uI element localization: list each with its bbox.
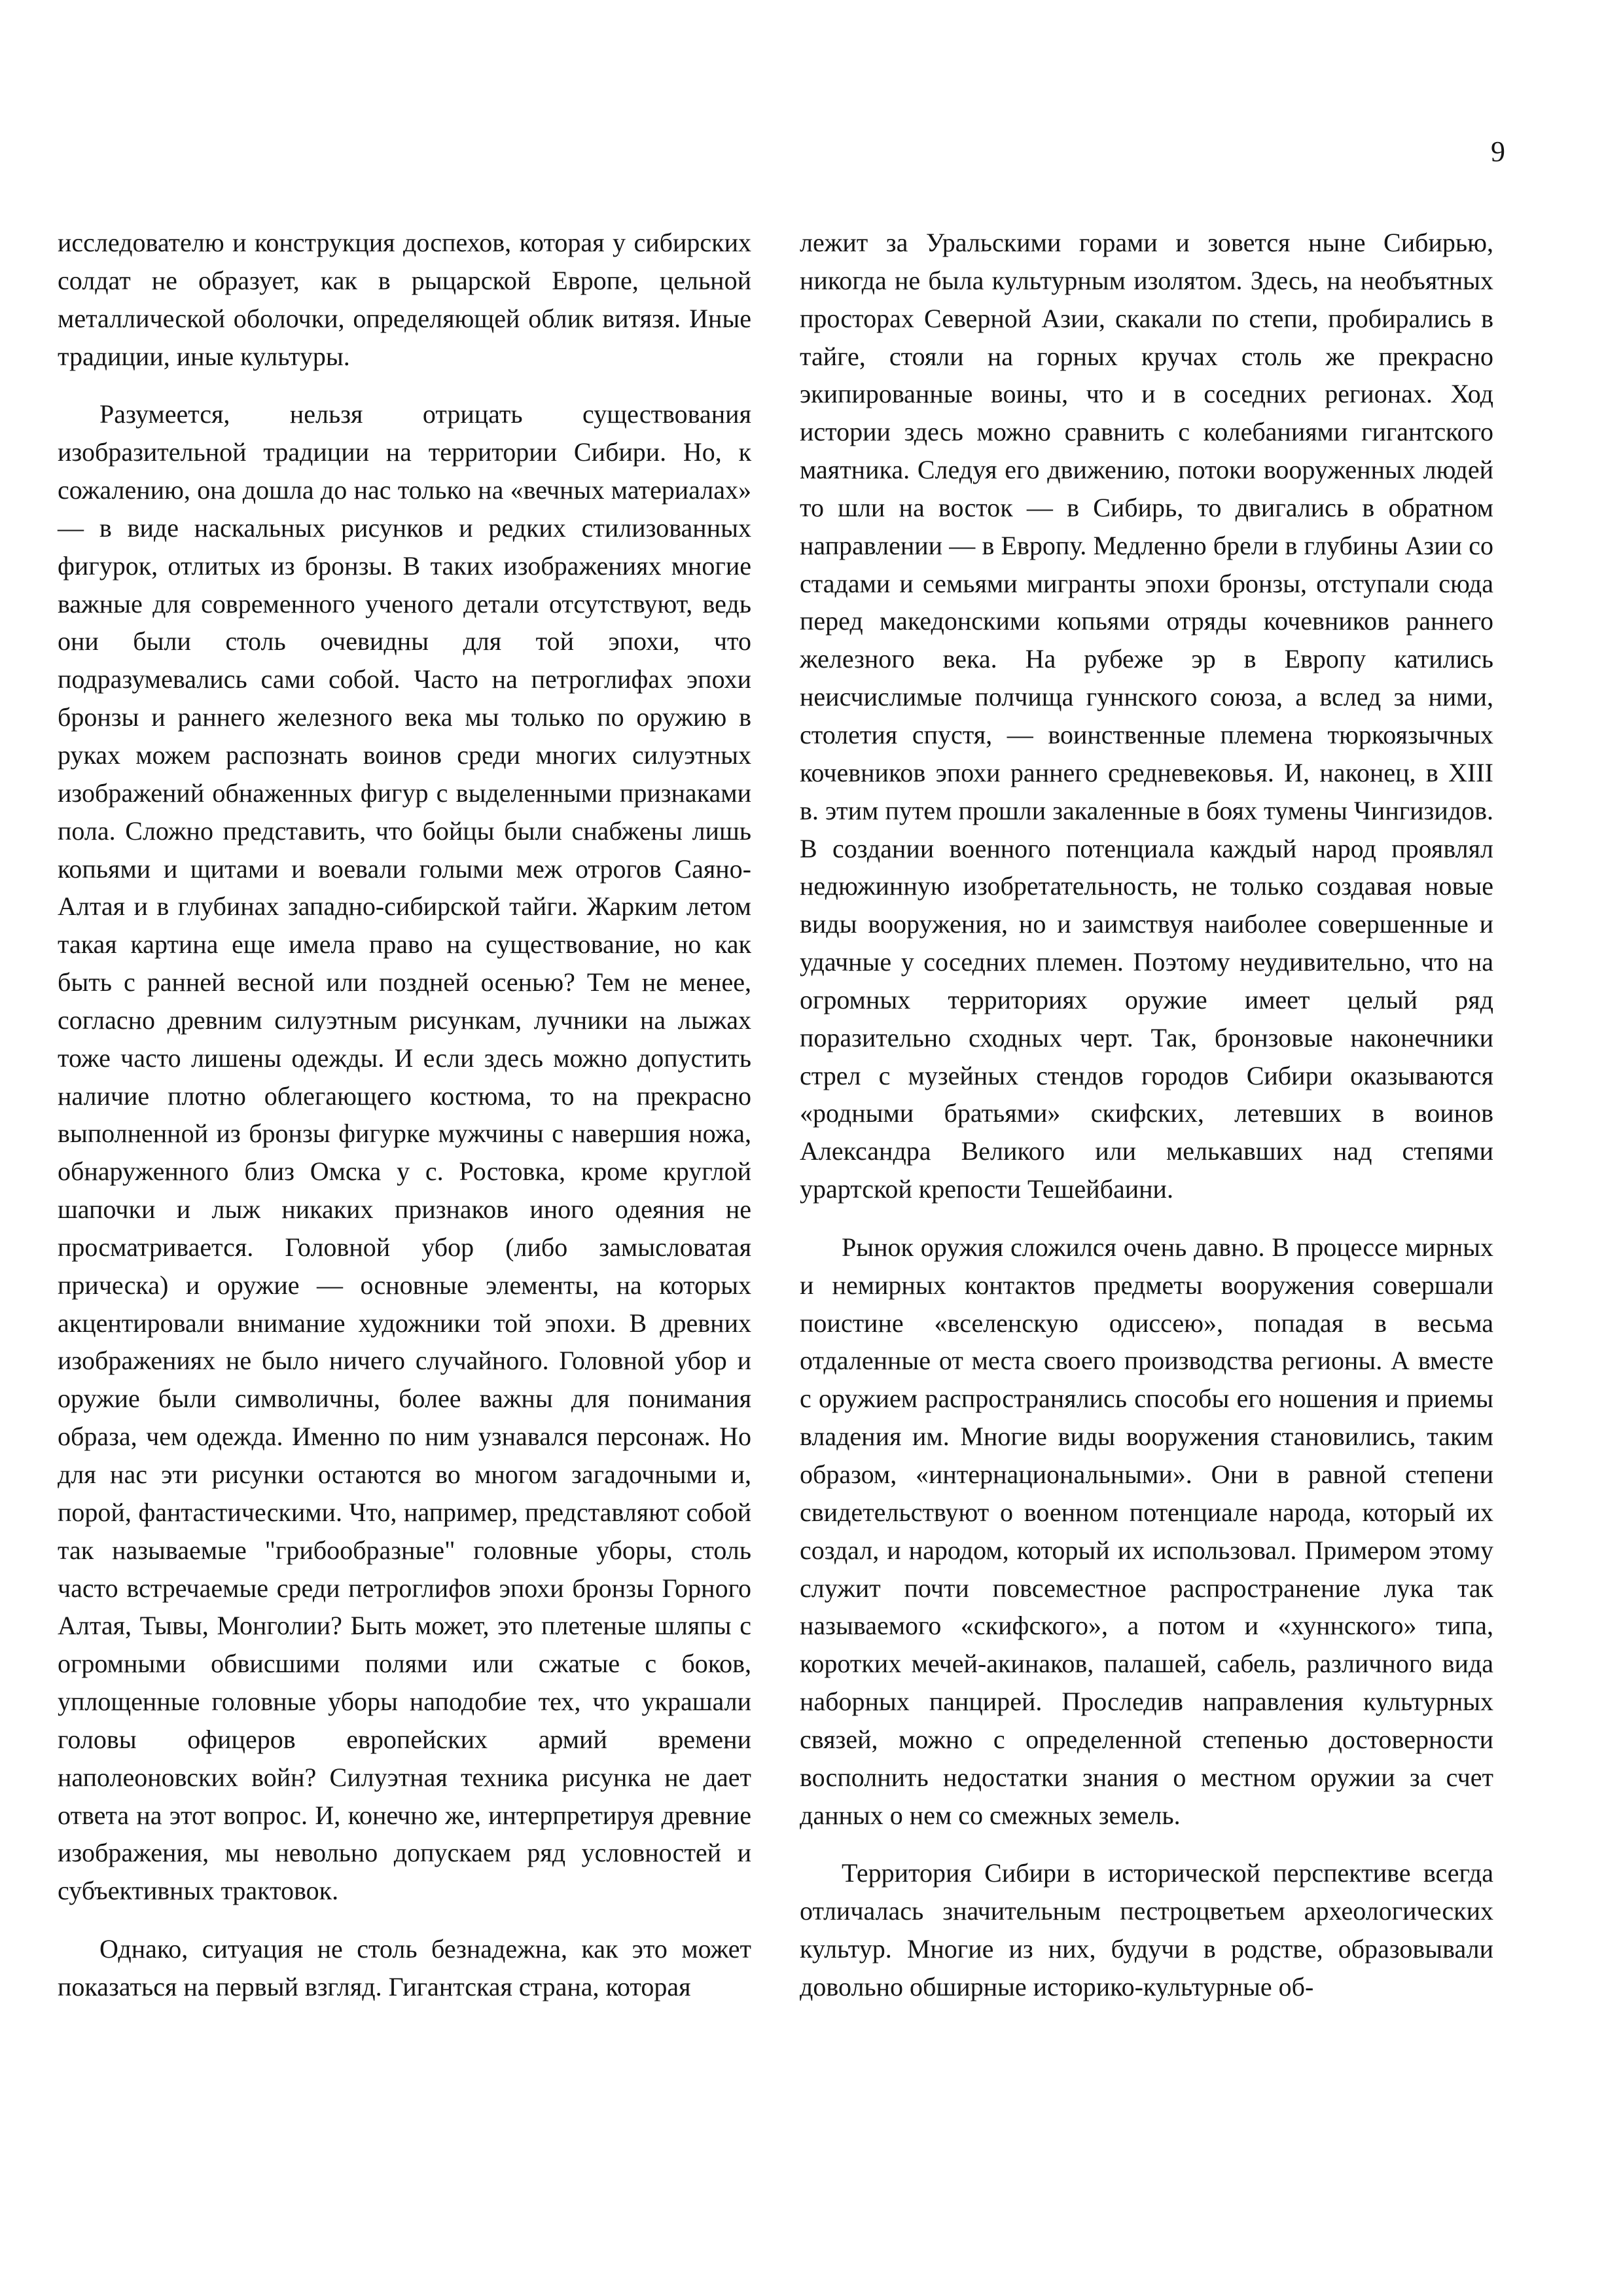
paragraph: исследователю и конструкция доспехов, которая у сибирских солдат не образует, как в рыцарской Европе, цельной металлической оболочки, определяющей облик витязя. Иные традиции, иные культуры. <box>58 228 751 371</box>
paragraph: Рынок оружия сложился очень давно. В процессе мирных и немирных контактов предметы вооружения совершали поистине «вселенскую одиссею», попадая в весьма отдаленные от места своего производства регионы. А вместе с оружием распространялись способы его ношения и приемы владения им. Многие виды вооружения становились, таким образом, «интернациональными». Они в равной степени свидетельствуют о военном потенциале народа, который их создал, и народом, который их использовал. Примером этому служит почти повсеместное распространение лука так называемого «скифского», а потом и «хуннского» типа, коротких мечей-акинаков, палашей, сабель, различного вида наборных панцирей. Проследив направления культурных связей, можно с определенной степенью достоверности восполнить недостатки знания о местном оружии за счет данных о нем со смежных земель. <box>800 1232 1493 1830</box>
right-text-column <box>800 224 1493 2006</box>
paragraph: Однако, ситуация не столь безнадежна, как это может показаться на первый взгляд. Гигантская страна, которая <box>58 1934 751 2001</box>
paragraph: Разумеется, нельзя отрицать существования изобразительной традиции на территории Сибири. Но, к сожалению, она дошла до нас только на «вечных материалах» — в виде наскальных рисунков и редких стилизованных фигурок, отлитых из бронзы. В таких изображениях многие важные для современного ученого детали отсутствуют, ведь они были столь очевидны для той эпохи, что подразумевались сами собой. Часто на петроглифах эпохи бронзы и раннего железного века мы только по оружию в руках можем распознать воинов среди многих силуэтных изображений обнаженных фигур с выделенными признаками пола. Сложно представить, что бойцы были снабжены лишь копьями и щитами и воевали голыми меж отрогов Саяно-Алтая и в глубинах западно-сибирской тайги. Жарким летом такая картина еще имела право на существование, но как быть с ранней весной или поздней осенью? Тем не менее, согласно древним силуэтным рисункам, лучники на лыжах тоже часто лишены одежды. И если здесь можно допустить наличие плотно облегающего костюма, то на прекрасно выполненной из бронзы фигурке мужчины с навершия ножа, обнаруженного близ Омска у с. Ростовка, кроме круглой шапочки и лыж никаких признаков иного одеяния не просматривается. Головной убор (либо замысловатая прическа) и оружие — основные элементы, на которых акцентировали внимание художники той эпохи. В древних изображениях не было ничего случайного. Головной убор и оружие были символичны, более важны для понимания образа, чем одежда. Именно по ним узнавался персонаж. Но для нас эти рисунки остаются во многом загадочными и, порой, фантастическими. Что, например, представляют собой так называемые "грибообразные" головные уборы, столь часто встречаемые среди петроглифов эпохи бронзы Горного Алтая, Тывы, Монголии? Быть может, это плетеные шляпы с огромными обвисшими полями или сжатые с боков, уплощенные головные уборы наподобие тех, что украшали головы офицеров европейских армий времени наполеоновских войн? Силуэтная техника рисунка не дает ответа на этот вопрос. И, конечно же, интерпретируя древние изображения, мы невольно допускаем ряд условностей и субъективных трактовок. <box>58 399 751 1906</box>
paragraph: лежит за Уральскими горами и зовется ныне Сибирью, никогда не была культурным изолятом. Здесь, на необъятных просторах Северной Азии, скакали по степи, пробирались в тайге, стояли на горных кручах столь же прекрасно экипированные воины, что и в соседних регионах. Ход истории здесь можно сравнить с колебаниями гигантского маятника. Следуя его движению, потоки вооруженных людей то шли на восток — в Сибирь, то двигались в обратном направлении — в Европу. Медленно брели в глубины Азии со стадами и семьями мигранты эпохи бронзы, отступали сюда перед македонскими копьями отряды кочевников раннего железного века. На рубеже эр в Европу катились неисчислимые полчища гуннского союза, а вслед за ними, столетия спустя, — воинственные племена тюркоязычных кочевников эпохи раннего средневековья. И, наконец, в XIII в. этим путем прошли закаленные в боях тумены Чингизидов. В создании военного потенциала каждый народ проявлял недюжинную изобретательность, не только создавая новые виды вооружения, но и заимствуя наиболее совершенные и удачные у соседних племен. Поэтому неудивительно, что на огромных территориях оружие имеет целый ряд поразительно сходных черт. Так, бронзовые наконечники стрел с музейных стендов городов Сибири оказываются «родными братьями» скифских, летевших в воинов Александра Великого или мелькавших над степями урартской крепости Тешейбаини. <box>800 228 1493 1204</box>
left-text-column <box>58 224 751 2006</box>
paragraph: Территория Сибири в исторической перспективе всегда отличалась значительным пестроцветьем археологических культур. Многие из них, будучи в родстве, образовывали довольно обширные историко-культурные об- <box>800 1858 1493 2001</box>
page-number: 9 <box>1491 135 1505 168</box>
